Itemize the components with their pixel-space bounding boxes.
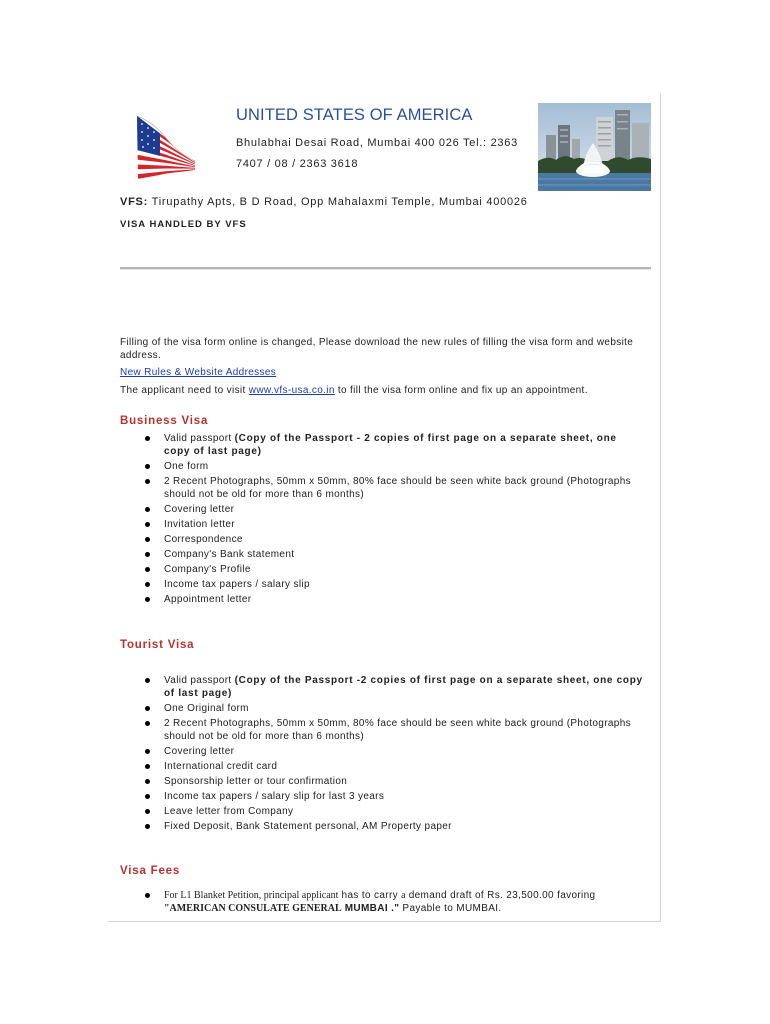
business-visa-heading: Business Visa <box>120 415 209 427</box>
list-item <box>164 702 644 715</box>
list-item-text: Leave letter from Company <box>164 806 294 817</box>
list-item <box>164 805 644 818</box>
list-item <box>164 475 644 501</box>
page-title: UNITED STATES OF AMERICA <box>236 106 473 124</box>
vfs-address-text: Tirupathy Apts, B D Road, Opp Mahalaxmi Temple, Mumbai 400026 <box>148 196 528 208</box>
us-flag-icon <box>134 112 198 182</box>
tourist-visa-list <box>164 674 644 835</box>
list-item-text: Income tax papers / salary slip for last 3 years <box>164 791 385 802</box>
list-item-text: Valid passport <box>164 433 235 444</box>
list-item-text: Appointment letter <box>164 594 252 605</box>
list-item <box>164 790 644 803</box>
list-item-text: One form <box>164 461 209 472</box>
vfs-address <box>120 196 528 208</box>
list-item <box>164 518 644 531</box>
list-item <box>164 775 644 788</box>
list-item-text: International credit card <box>164 761 278 772</box>
list-item <box>164 578 644 591</box>
list-item <box>164 889 644 915</box>
list-item-bold-text: (Copy of the Passport -2 copies of first page on a separate sheet, one copy of last page) <box>164 675 643 699</box>
list-item-text: Covering letter <box>164 504 235 515</box>
list-item-text: Invitation letter <box>164 519 235 530</box>
business-visa-list <box>164 432 644 608</box>
list-item <box>164 432 644 458</box>
visit-line <box>120 384 642 397</box>
list-item <box>164 674 644 700</box>
list-item-text: 2 Recent Photographs, 50mm x 50mm, 80% face should be seen white back ground (Photographs should not be old for more than 6 months) <box>164 718 631 742</box>
city-skyline-photo <box>538 103 651 191</box>
visa-handled-note: VISA HANDLED BY VFS <box>120 219 247 230</box>
list-item-text: One Original form <box>164 703 249 714</box>
visit-prefix: The applicant need to visit <box>120 385 249 396</box>
list-item-bold-text: (Copy of the Passport - 2 copies of first page on a separate sheet, one copy of last page) <box>164 433 617 457</box>
list-item-text: 2 Recent Photographs, 50mm x 50mm, 80% face should be seen white back ground (Photographs should not be old for more than 6 months) <box>164 476 631 500</box>
list-item <box>164 533 644 546</box>
tourist-visa-heading: Tourist Visa <box>120 639 195 651</box>
visit-suffix: to fill the visa form online and fix up an appointment. <box>334 385 588 396</box>
list-item <box>164 593 644 606</box>
fee-payee-city: MUMBAI ." <box>341 903 400 914</box>
divider <box>120 267 651 270</box>
list-item-text: Sponsorship letter or tour confirmation <box>164 776 348 787</box>
rules-link[interactable]: New Rules & Website Addresses <box>120 367 277 378</box>
list-item-text: Company's Bank statement <box>164 549 295 560</box>
vfs-label: VFS: <box>120 196 149 208</box>
list-item-text: Income tax papers / salary slip <box>164 579 310 590</box>
address-line-2: 7407 / 08 / 2363 3618 <box>236 158 359 170</box>
fee-text-part: For L1 Blanket Petition, principal applicant <box>164 890 339 901</box>
list-item <box>164 745 644 758</box>
list-item <box>164 820 644 833</box>
intro-text: Filling of the visa form online is changed, Please download the new rules of filling the visa form and website address. <box>120 337 634 361</box>
list-item <box>164 460 644 473</box>
fee-text-part: has to carry <box>338 890 402 901</box>
address-line-1: Bhulabhai Desai Road, Mumbai 400 026 Tel.: 2363 <box>236 137 518 149</box>
list-item-text: Fixed Deposit, Bank Statement personal, AM Property paper <box>164 821 452 832</box>
vfs-website-link[interactable]: www.vfs-usa.co.in <box>248 385 335 396</box>
fee-text-part: Payable to MUMBAI. <box>399 903 502 914</box>
list-item-text: Covering letter <box>164 746 235 757</box>
list-item <box>164 717 644 743</box>
list-item <box>164 563 644 576</box>
list-item-text: Correspondence <box>164 534 243 545</box>
visa-fees-list <box>164 889 644 917</box>
visa-fees-heading: Visa Fees <box>120 865 181 877</box>
fee-payee-name: "AMERICAN CONSULATE GENERAL <box>164 903 342 914</box>
list-item <box>164 760 644 773</box>
list-item <box>164 503 644 516</box>
fee-text-part: a <box>401 890 406 901</box>
list-item <box>164 548 644 561</box>
intro-block <box>120 336 642 397</box>
list-item-text: Valid passport <box>164 675 235 686</box>
list-item-text: Company's Profile <box>164 564 251 575</box>
fee-text-part: demand draft of Rs. 23,500.00 favoring <box>405 890 596 901</box>
